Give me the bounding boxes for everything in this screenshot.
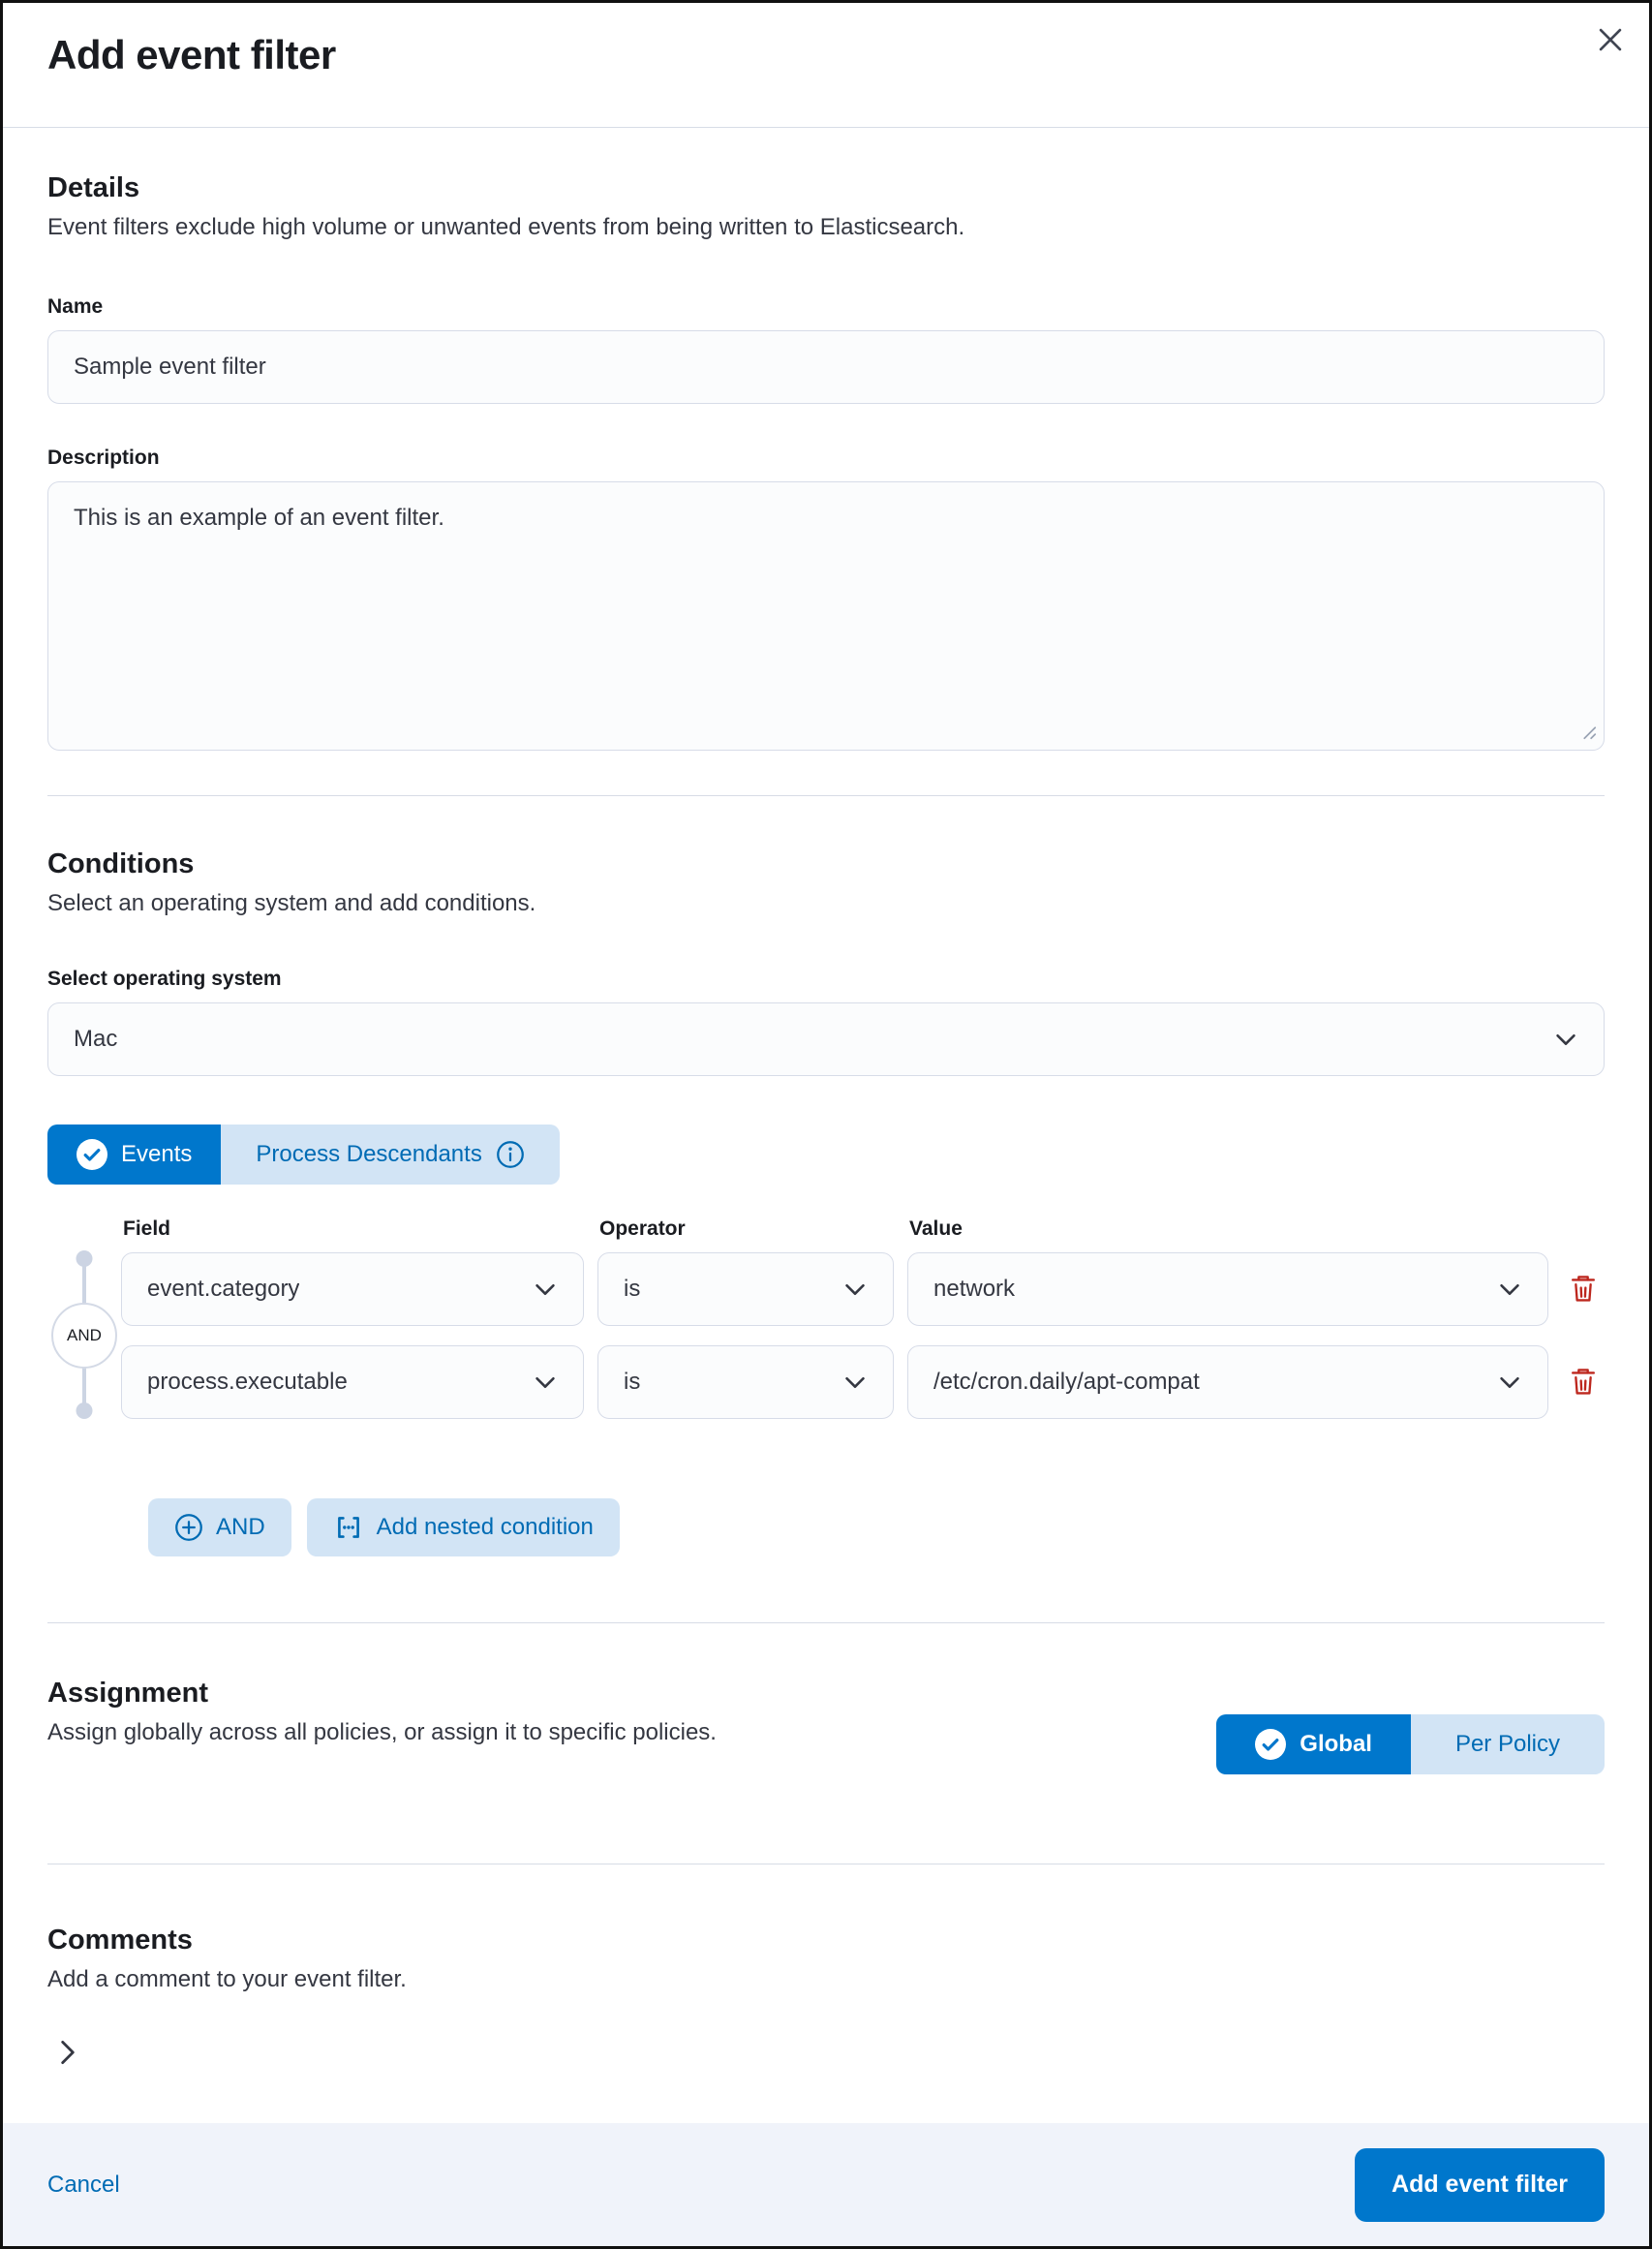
value-select-row2-value: /etc/cron.daily/apt-compat (933, 1369, 1200, 1395)
check-circle-icon (1255, 1729, 1286, 1760)
divider (3, 127, 1649, 128)
assignment-subtext: Assign globally across all policies, or assign it to specific policies. (47, 1719, 717, 1745)
tab-events[interactable] (47, 1124, 221, 1185)
page-title: Add event filter (47, 32, 336, 77)
comments-heading: Comments (47, 1925, 193, 1956)
operator-column-label: Operator (599, 1217, 686, 1240)
delete-condition-row2-button[interactable] (1562, 1366, 1605, 1399)
comments-subtext: Add a comment to your event filter. (47, 1966, 407, 1992)
and-connector (47, 1252, 121, 1419)
comments-expand-button[interactable] (51, 2036, 84, 2069)
cancel-button[interactable]: Cancel (42, 2171, 126, 2200)
os-select[interactable] (47, 1002, 1605, 1076)
details-subtext: Event filters exclude high volume or unwanted events from being written to Elasticsearch. (47, 214, 965, 240)
toggle-per-policy[interactable] (1411, 1714, 1605, 1774)
operator-select-row1-value: is (624, 1276, 641, 1302)
chevron-down-icon (1551, 1025, 1580, 1054)
value-column-label: Value (909, 1217, 963, 1240)
add-event-filter-button[interactable]: Add event filter (1355, 2148, 1605, 2222)
description-textarea[interactable] (47, 481, 1605, 751)
tab-events-label: Events (121, 1141, 193, 1167)
name-input[interactable] (47, 330, 1605, 404)
and-connector-badge: AND (51, 1303, 117, 1369)
field-column-label: Field (123, 1217, 171, 1240)
resize-handle-icon[interactable] (1576, 720, 1598, 741)
close-icon (1593, 22, 1628, 57)
connector-dot (76, 1250, 93, 1267)
assignment-heading: Assignment (47, 1678, 208, 1709)
connector-dot (76, 1402, 93, 1419)
chevron-down-icon (1495, 1368, 1524, 1397)
trash-icon (1567, 1366, 1600, 1399)
toggle-global[interactable] (1216, 1714, 1411, 1774)
modal-footer (3, 2123, 1649, 2246)
chevron-down-icon (841, 1275, 870, 1304)
conditions-subtext: Select an operating system and add conditions. (47, 890, 536, 916)
operator-select-row2[interactable] (597, 1345, 894, 1419)
field-select-row1[interactable] (121, 1252, 584, 1326)
nested-brackets-icon (333, 1512, 364, 1543)
description-label: Description (47, 447, 160, 469)
add-nested-condition-button[interactable] (307, 1498, 620, 1556)
tab-process-descendants-label: Process Descendants (256, 1141, 482, 1167)
os-select-label: Select operating system (47, 968, 282, 990)
toggle-global-label: Global (1300, 1731, 1372, 1757)
and-button-label: AND (216, 1514, 265, 1540)
value-select-row1[interactable] (907, 1252, 1548, 1326)
field-select-row1-value: event.category (147, 1276, 300, 1302)
field-select-row2-value: process.executable (147, 1369, 348, 1395)
tab-process-descendants[interactable] (221, 1124, 559, 1185)
name-label: Name (47, 295, 104, 318)
field-select-row2[interactable] (121, 1345, 584, 1419)
chevron-down-icon (531, 1368, 560, 1397)
modal-header (3, 3, 1649, 78)
check-circle-icon (76, 1139, 107, 1170)
toggle-per-policy-label: Per Policy (1454, 1731, 1560, 1757)
divider (47, 1622, 1605, 1623)
value-select-row1-value: network (933, 1276, 1016, 1302)
assignment-text-block (47, 1678, 717, 1746)
condition-type-tabs (47, 1124, 560, 1185)
close-button[interactable] (1585, 15, 1636, 65)
chevron-right-icon (51, 2036, 84, 2069)
divider (47, 795, 1605, 796)
delete-condition-row1-button[interactable] (1562, 1273, 1605, 1306)
chevron-down-icon (1495, 1275, 1524, 1304)
condition-column-headers (121, 1217, 1605, 1241)
and-button[interactable] (148, 1498, 291, 1556)
add-nested-condition-label: Add nested condition (376, 1514, 594, 1540)
value-select-row2[interactable] (907, 1345, 1548, 1419)
chevron-down-icon (841, 1368, 870, 1397)
info-icon[interactable] (496, 1140, 525, 1169)
details-heading: Details (47, 172, 140, 203)
operator-select-row2-value: is (624, 1369, 641, 1395)
conditions-heading: Conditions (47, 848, 195, 879)
plus-circle-icon (174, 1513, 203, 1542)
operator-select-row1[interactable] (597, 1252, 894, 1326)
chevron-down-icon (531, 1275, 560, 1304)
trash-icon (1567, 1273, 1600, 1306)
assignment-toggle (1216, 1714, 1605, 1774)
os-select-value: Mac (74, 1026, 118, 1052)
